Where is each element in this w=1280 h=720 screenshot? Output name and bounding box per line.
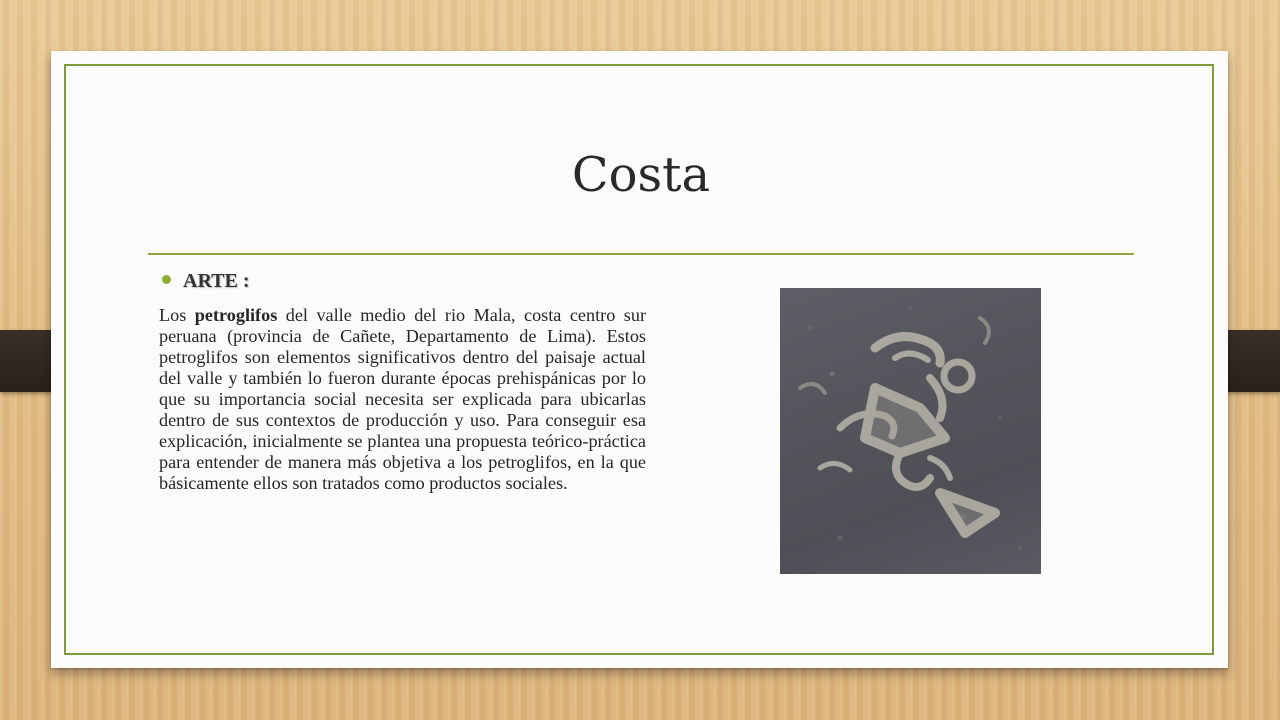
body-paragraph bbox=[159, 305, 646, 494]
bullet-dot-icon bbox=[162, 275, 171, 284]
petroglyph-image bbox=[780, 288, 1041, 574]
petroglyph-carving-icon bbox=[780, 288, 1041, 574]
bullet-label: ARTE : bbox=[183, 270, 250, 292]
title-divider bbox=[148, 253, 1134, 255]
slide-title: Costa bbox=[571, 147, 711, 203]
bullet-item bbox=[162, 268, 250, 294]
paragraph-intro: Los bbox=[159, 305, 195, 325]
paragraph-bold-term: petroglifos bbox=[194, 305, 278, 325]
paragraph-rest: del valle medio del rio Mala, costa centro sur peruana (provincia de Cañete, Departamento de Lima). Estos petroglifos son elementos significativos dentro del paisaje actual del valle y también lo fueron durante épocas prehispánicas por lo que su importancia social necesita ser explicada para ubicarlas dentro de sus contextos de producción y uso. Para conseguir esa explicación, inicialmente se plantea una propuesta teórico-práctica para entender de manera más objetiva a los petroglifos, en la que básicamente ellos son tratados como productos sociales. bbox=[159, 305, 647, 493]
